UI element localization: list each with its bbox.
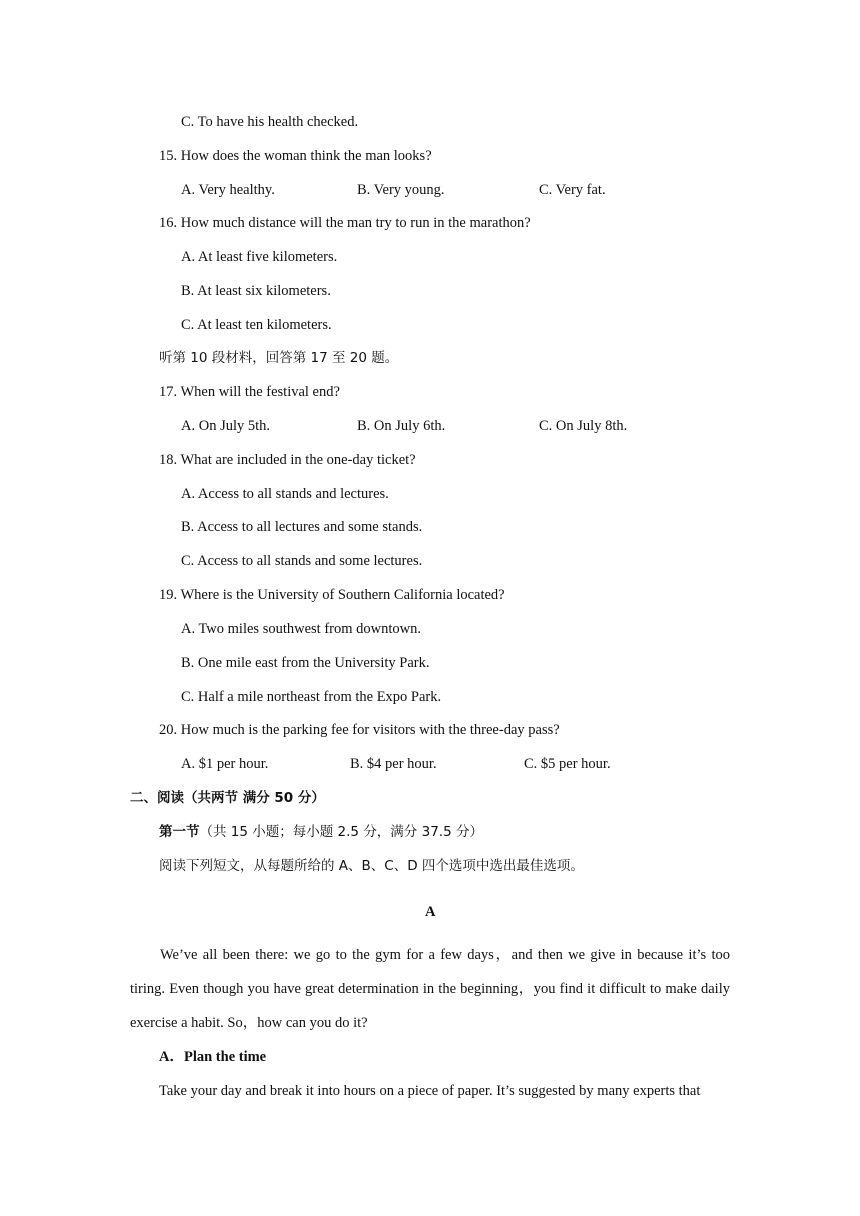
q17-option-a: A. On July 5th. <box>181 418 271 434</box>
q20-option-c: C. $5 per hour. <box>524 756 611 772</box>
q16-option-a: A. At least five kilometers. <box>181 249 338 265</box>
section1-label: 第一节 <box>159 824 200 840</box>
q20-stem: 20. How much is the parking fee for visitors with the three-day pass? <box>159 722 560 738</box>
paragraph-1-text: We’ve all been there: we go to the gym for a few days，and then we give in because it’s too tiring. Even though you have great determination in the beginning，you find it difficult to make daily exercise a habit. So，how can you do it? <box>130 947 730 1031</box>
q18-option-c: C. Access to all stands and some lectures. <box>181 553 423 569</box>
q16-option-c: C. At least ten kilometers. <box>181 317 332 333</box>
q19-stem: 19. Where is the University of Southern California located? <box>159 587 505 603</box>
q18-option-a: A. Access to all stands and lectures. <box>181 486 389 502</box>
section10-instruction: 听第 10 段材料，回答第 17 至 20 题。 <box>159 350 399 366</box>
q17-stem: 17. When will the festival end? <box>159 384 340 400</box>
q18-option-b: B. Access to all lectures and some stands. <box>181 519 423 535</box>
section1-scoring: （共 15 小题；每小题 2.5 分，满分 37.5 分） <box>199 824 483 840</box>
part2-heading: 二、阅读（共两节 满分 50 分） <box>130 790 325 806</box>
q16-stem: 16. How much distance will the man try to run in the marathon? <box>159 215 531 231</box>
q19-option-a: A. Two miles southwest from downtown. <box>181 621 421 637</box>
passage-label: A <box>425 904 436 920</box>
q17-option-b: B. On July 6th. <box>357 418 446 434</box>
reading-instruction: 阅读下列短文，从每题所给的 A、B、C、D 四个选项中选出最佳选项。 <box>159 858 584 874</box>
passage-subheading: A．Plan the time <box>159 1049 267 1065</box>
q15-stem: 15. How does the woman think the man looks? <box>159 148 432 164</box>
q20-option-b: B. $4 per hour. <box>350 756 437 772</box>
q17-option-c: C. On July 8th. <box>539 418 628 434</box>
passage-paragraph-1 <box>130 938 730 1040</box>
q15-option-b: B. Very young. <box>357 182 445 198</box>
q14-option-c: C. To have his health checked. <box>181 114 359 130</box>
q16-option-b: B. At least six kilometers. <box>181 283 331 299</box>
section1-heading <box>159 823 483 841</box>
q18-stem: 18. What are included in the one-day ticket? <box>159 452 416 468</box>
q15-option-a: A. Very healthy. <box>181 182 275 198</box>
q19-option-c: C. Half a mile northeast from the Expo Park. <box>181 689 442 705</box>
passage-paragraph-2: Take your day and break it into hours on a piece of paper. It’s suggested by many experts that <box>159 1083 701 1099</box>
q15-option-c: C. Very fat. <box>539 182 606 198</box>
q20-option-a: A. $1 per hour. <box>181 756 269 772</box>
q19-option-b: B. One mile east from the University Park. <box>181 655 430 671</box>
